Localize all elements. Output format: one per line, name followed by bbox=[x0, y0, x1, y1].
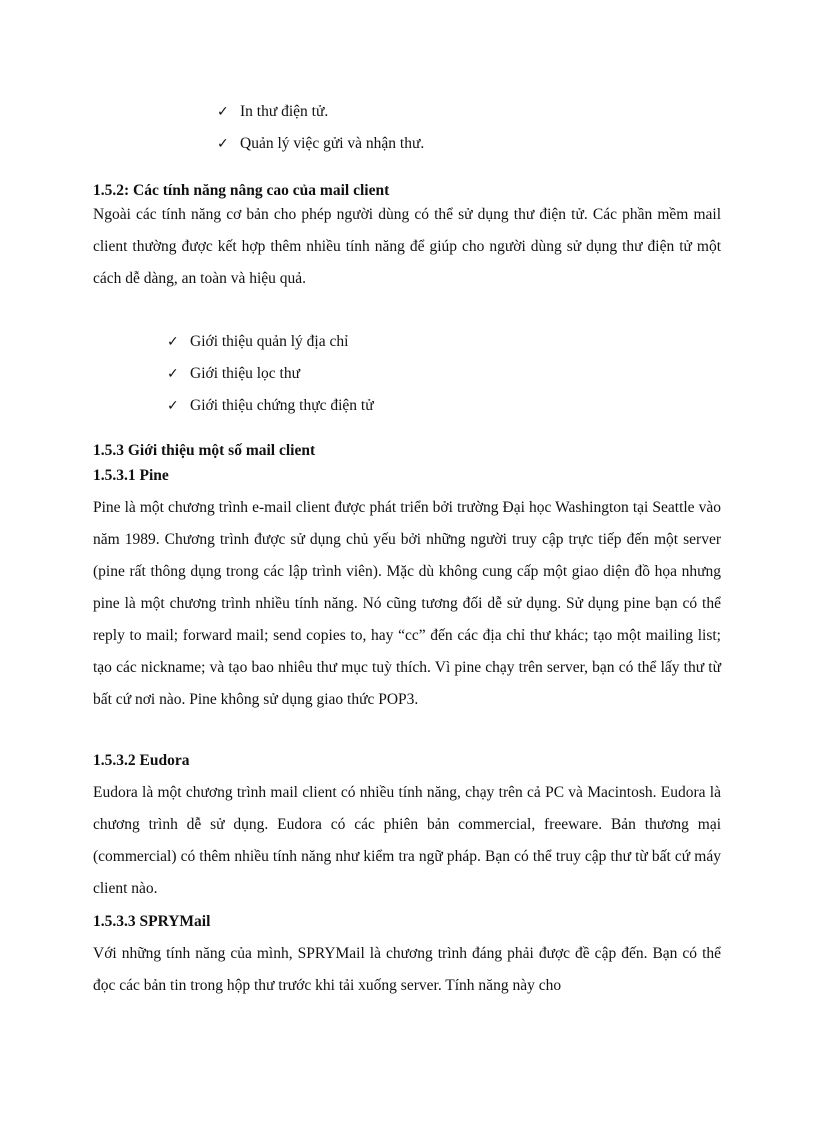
list-item-text: Giới thiệu chứng thực điện tử bbox=[190, 397, 374, 414]
checkmark-icon: ✓ bbox=[167, 334, 179, 350]
subsection-heading-eudora: 1.5.3.2 Eudora bbox=[93, 752, 190, 769]
feature-check-list bbox=[167, 331, 374, 427]
list-item-text: Giới thiệu quản lý địa chỉ bbox=[190, 333, 349, 350]
list-item bbox=[217, 101, 424, 133]
paragraph-pine: Pine là một chương trình e-mail client được phát triển bởi trường Đại học Washington tại Seattle vào năm 1989. Chương trình được sử dụng chủ yếu bởi những người truy cập trực tiếp đến một server (pine rất thông dụng trong các lập trình viên). Mặc dù không cung cấp một giao diện đồ họa nhưng pine là một chương trình nhiều tính năng. Nó cũng tương đối dễ sử dụng. Sử dụng pine bạn có thể reply to mail; forward mail; send copies to, hay “cc” đến các địa chỉ thư khác; tạo một mailing list; tạo các nickname; và tạo bao nhiêu thư mục tuỳ thích. Vì pine chạy trên server, bạn có thể lấy thư từ bất cứ nơi nào. Pine không sử dụng giao thức POP3. bbox=[93, 499, 721, 708]
top-check-list bbox=[217, 101, 424, 165]
list-item bbox=[217, 133, 424, 165]
checkmark-icon: ✓ bbox=[167, 398, 179, 414]
paragraph-sprymail: Với những tính năng của mình, SPRYMail là chương trình đáng phải được đề cập đến. Bạn có thể đọc các bản tin trong hộp thư trước khi tải xuống server. Tính năng này cho bbox=[93, 945, 721, 994]
paragraph-advanced-features: Ngoài các tính năng cơ bản cho phép người dùng có thể sử dụng thư điện tử. Các phần mềm mail client thường được kết hợp thêm nhiều tính năng để giúp cho người dùng sử dụng thư điện tử một cách dễ dàng, an toàn và hiệu quả. bbox=[93, 206, 721, 287]
paragraph-eudora: Eudora là một chương trình mail client có nhiều tính năng, chạy trên cả PC và Macintosh. Eudora là chương trình dễ sử dụng. Eudora có các phiên bản commercial, freeware. Bản thương mại (commercial) có thêm nhiều tính năng như kiểm tra ngữ pháp. Bạn có thể truy cập thư từ bất cứ máy client nào. bbox=[93, 784, 721, 897]
section-heading-1-5-2: 1.5.2: Các tính năng nâng cao của mail client bbox=[93, 182, 390, 199]
list-item bbox=[167, 331, 374, 363]
checkmark-icon: ✓ bbox=[217, 136, 229, 152]
list-item bbox=[167, 363, 374, 395]
list-item bbox=[167, 395, 374, 427]
list-item-text: Giới thiệu lọc thư bbox=[190, 365, 301, 382]
subsection-heading-pine: 1.5.3.1 Pine bbox=[93, 467, 169, 484]
checkmark-icon: ✓ bbox=[217, 104, 229, 120]
checkmark-icon: ✓ bbox=[167, 366, 179, 382]
list-item-text: In thư điện tử. bbox=[240, 103, 329, 120]
section-heading-1-5-3: 1.5.3 Giới thiệu một số mail client bbox=[93, 442, 316, 459]
subsection-heading-sprymail: 1.5.3.3 SPRYMail bbox=[93, 913, 211, 930]
list-item-text: Quản lý việc gửi và nhận thư. bbox=[240, 135, 425, 152]
